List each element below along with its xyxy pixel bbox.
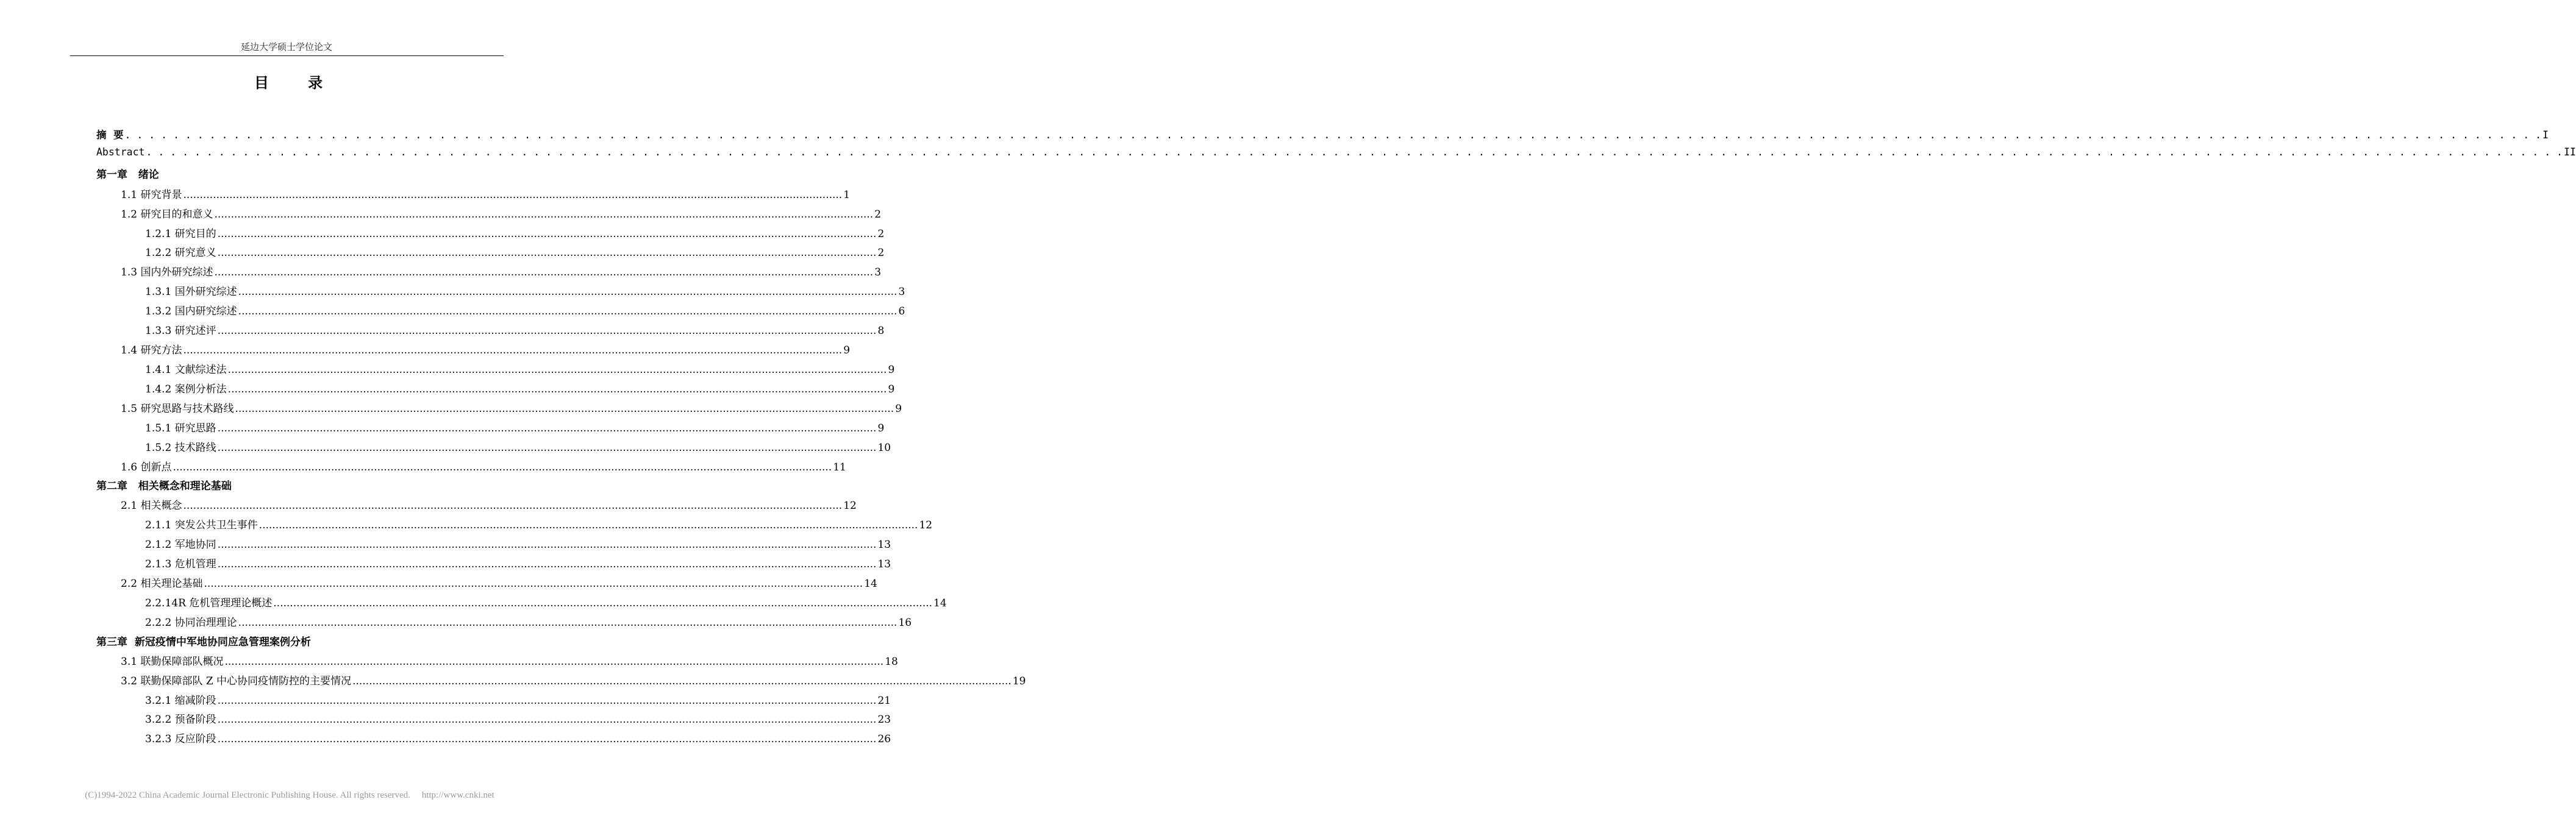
running-header: 延边大学硕士学位论文 (240, 41, 332, 52)
toc-entry-label: 1.1 研究背景 (121, 189, 182, 201)
leader-dots: ........................................................................................................................................................................................................ (217, 695, 877, 707)
leader-dots: ........................................................................................................................................................................................................ (259, 519, 918, 531)
toc-entry[interactable] (145, 594, 947, 609)
leader-dots: ........................................................................................................................................................................................................ (273, 597, 933, 609)
toc-page-number: 8 (877, 325, 885, 337)
toc-entry-label: 1.3.1 国外研究综述 (145, 286, 237, 298)
toc-entry-abstract-en[interactable] (96, 146, 2576, 161)
leader-dots: ........................................................................................................................................................................................................ (183, 189, 843, 201)
toc-entry-label: 3.2.1 缩减阶段 (145, 695, 216, 707)
toc-entry[interactable] (145, 283, 905, 298)
header-rule (70, 55, 504, 56)
toc-entry[interactable] (145, 536, 891, 551)
toc-entry[interactable] (145, 711, 891, 726)
toc-entry[interactable] (121, 186, 851, 201)
leader-dots: ........................................................................................................................................................................................................ (217, 247, 877, 259)
leader-dots: ........................................................................................................................................................................................................ (227, 364, 887, 376)
toc-page-number: 1 (843, 189, 851, 201)
toc-page-number: 2 (877, 228, 885, 240)
toc-page-number: I (2542, 129, 2549, 141)
toc-entry[interactable] (145, 614, 912, 629)
leader-dots: ........................................................................................................................................................................................................ (235, 403, 894, 415)
toc-page-number: 12 (919, 519, 933, 531)
leader-dots: ........................................................................................................................................................................................................ (238, 617, 897, 629)
toc-entry[interactable] (145, 419, 885, 434)
toc-entry-label: 2.2.2 协同治理理论 (145, 617, 237, 629)
leader-dots: ........................................................................................................................................................................................................ (217, 228, 877, 240)
copyright-footer (0, 790, 579, 801)
toc-entry-label: 1.4.1 文献综述法 (145, 364, 227, 376)
toc-entry-label: 2.1.1 突发公共卫生事件 (145, 519, 258, 531)
toc-entry[interactable] (121, 575, 877, 590)
leader-dots: ........................................................................................................................................................................................................ (217, 325, 877, 337)
leader-dots: . . . . . . . . . . . . . . . . . . . . . . . . . . . . . . . . . . . . . . . . . . . . . . . . . . . . . . . . . . . . . . . . . . . . . . . . . . . . . . . . . . . . . . . . . . . . . . . . . . . . . . . . . . . . . . . . . . . . . . . . . . . . . . . . . . . . . . . . . . . . . . . . . . . . . . . . . . . . . . . . . . . . . . . . . . . . . . . . . . . . . . . . . . . . . . . . . . . . . . . . (146, 146, 2563, 158)
leader-dots: ........................................................................................................................................................................................................ (217, 733, 877, 745)
copyright-text: (C)1994-2022 China Academic Journal Electronic Publishing House. All rights reserved. (85, 790, 410, 800)
toc-page-number: 26 (877, 733, 891, 745)
toc-entry-label: 2.1.2 军地协同 (145, 539, 216, 551)
toc-page-number: 2 (874, 208, 882, 221)
toc-entry[interactable] (145, 555, 891, 570)
toc-entry[interactable] (145, 730, 891, 745)
toc-page-number: 9 (895, 403, 902, 415)
leader-dots: ........................................................................................................................................................................................................ (204, 578, 863, 590)
toc-page-number: 14 (864, 578, 877, 590)
leader-dots: ........................................................................................................................................................................................................ (173, 461, 832, 473)
toc-page-number: 12 (843, 500, 857, 512)
toc-entry-label: 3.2 联勤保障部队 Z 中心协同疫情防控的主要情况 (121, 675, 352, 687)
toc-chapter-2[interactable]: 第二章 相关概念和理论基础 (96, 480, 232, 492)
toc-entry-label: 1.6 创新点 (121, 461, 172, 473)
toc-page-number: 11 (833, 461, 846, 473)
toc-entry[interactable] (145, 361, 895, 376)
leader-dots: . . . . . . . . . . . . . . . . . . . . . . . . . . . . . . . . . . . . . . . . . . . . . . . . . . . . . . . . . . . . . . . . . . . . . . . . . . . . . . . . . . . . . . . . . . . . . . . . . . . . . . . . . . . . . . . . . . . . . . . . . . . . . . . . . . . . . . . . . . . . . . . . . . . . . . . . . . . . . . . . . . . . . . . . . . . . . . . . . . . . . . . . . . . . . . . . . . . . . . . . (124, 129, 2542, 141)
toc-entry[interactable] (145, 439, 891, 454)
toc-entry-label: 1.3 国内外研究综述 (121, 266, 213, 278)
toc-page-number: 9 (877, 422, 885, 434)
toc-page-number: 19 (1012, 675, 1026, 687)
toc-entry-label: 1.5 研究思路与技术路线 (121, 403, 234, 415)
leader-dots: ........................................................................................................................................................................................................ (217, 714, 877, 726)
toc-page-number: 21 (877, 695, 891, 707)
toc-chapter-1[interactable]: 第一章 绪论 (96, 169, 159, 181)
toc-entry[interactable] (121, 341, 851, 356)
toc-page-number: 23 (877, 714, 891, 726)
toc-entry-label: 3.2.3 反应阶段 (145, 733, 216, 745)
toc-entry-label: 1.4 研究方法 (121, 344, 182, 356)
toc-page-number: 9 (843, 344, 851, 356)
toc-entry[interactable] (121, 672, 1026, 687)
toc-entry-label: 2.2 相关理论基础 (121, 578, 203, 590)
toc-chapter-3[interactable]: 第三章 新冠疫情中军地协同应急管理案例分析 (96, 636, 311, 648)
leader-dots: ........................................................................................................................................................................................................ (217, 442, 877, 454)
toc-page-number: 14 (933, 597, 947, 609)
toc-page-number: 3 (898, 286, 905, 298)
toc-entry[interactable] (121, 400, 902, 415)
leader-dots: ........................................................................................................................................................................................................ (214, 208, 874, 221)
leader-dots: ........................................................................................................................................................................................................ (217, 558, 877, 570)
toc-page-number: 9 (888, 364, 895, 376)
toc-entry-label: 1.2.2 研究意义 (145, 247, 216, 259)
toc-entry[interactable] (145, 516, 933, 531)
leader-dots: ........................................................................................................................................................................................................ (183, 500, 843, 512)
toc-entry[interactable] (121, 497, 857, 512)
toc-entry[interactable] (121, 458, 846, 473)
leader-dots: ........................................................................................................................................................................................................ (238, 305, 897, 317)
toc-page-number: 10 (877, 442, 891, 454)
page-title: 目 录 (254, 74, 340, 91)
toc-entry-abstract-cn[interactable] (96, 127, 2549, 141)
leader-dots: ........................................................................................................................................................................................................ (217, 539, 877, 551)
toc-page-number: 13 (877, 539, 891, 551)
toc-page-number: 3 (874, 266, 882, 278)
toc-entry-label: 1.5.1 研究思路 (145, 422, 216, 434)
leader-dots: ........................................................................................................................................................................................................ (183, 344, 843, 356)
leader-dots: ........................................................................................................................................................................................................ (217, 422, 877, 434)
cnki-url[interactable]: http://www.cnki.net (421, 790, 494, 800)
leader-dots: ........................................................................................................................................................................................................ (224, 656, 884, 668)
toc-entry[interactable] (145, 322, 885, 337)
toc-entry-label: 3.1 联勤保障部队概况 (121, 656, 224, 668)
toc-entry[interactable] (121, 205, 882, 221)
toc-entry-label: 2.1.3 危机管理 (145, 558, 216, 570)
toc-page-number: 16 (898, 617, 912, 629)
leader-dots: ........................................................................................................................................................................................................ (352, 675, 1011, 687)
leader-dots: ........................................................................................................................................................................................................ (238, 286, 897, 298)
toc-entry-label: 1.3.3 研究述评 (145, 325, 216, 337)
toc-entry[interactable] (145, 225, 885, 240)
toc-entry-label: 1.3.2 国内研究综述 (145, 305, 237, 317)
toc-entry[interactable] (145, 692, 891, 707)
toc-entry-label: 1.2 研究目的和意义 (121, 208, 213, 221)
toc-page-number: 18 (885, 656, 898, 668)
toc-entry-label: 1.5.2 技术路线 (145, 442, 216, 454)
toc-entry[interactable] (121, 263, 882, 278)
toc-page-number: 13 (877, 558, 891, 570)
toc-entry-label: 2.2.14R 危机管理理论概述 (145, 597, 273, 609)
toc-entry[interactable] (145, 244, 885, 259)
toc-page-number: 6 (898, 305, 905, 317)
toc-entry-label: 1.2.1 研究目的 (145, 228, 216, 240)
leader-dots: ........................................................................................................................................................................................................ (227, 383, 887, 395)
toc-page-number: II (2564, 146, 2576, 158)
toc-entry[interactable] (145, 302, 905, 317)
toc-entry-label: 2.1 相关概念 (121, 500, 182, 512)
toc-entry[interactable] (121, 653, 898, 668)
leader-dots: ........................................................................................................................................................................................................ (214, 266, 874, 278)
toc-entry[interactable] (145, 380, 895, 395)
toc-page-number: 2 (877, 247, 885, 259)
toc-entry-label: 3.2.2 预备阶段 (145, 714, 216, 726)
toc-entry-label: 摘 要 (96, 129, 124, 141)
toc-entry-label: Abstract (96, 146, 145, 158)
toc-entry-label: 1.4.2 案例分析法 (145, 383, 227, 395)
toc-page-number: 9 (888, 383, 895, 395)
